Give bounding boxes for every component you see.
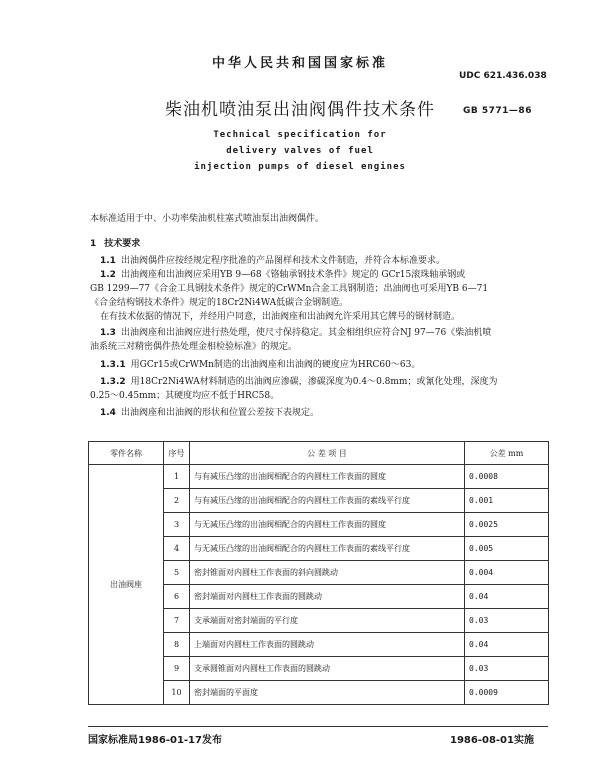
row-number: 3: [164, 513, 190, 537]
row-number: 2: [164, 489, 190, 513]
clause-text: 出油阀偶件应按经规定程序批准的产品图样和技术文件制造，并符合本标准要求。: [120, 256, 445, 266]
clause-text: 油系统三对精密偶件热处理金相检验标准》的规定。: [90, 342, 298, 352]
clause-number: 1.3.1: [100, 360, 126, 370]
english-title-line: injection pumps of diesel engines: [194, 162, 406, 172]
row-tolerance: 0.004: [465, 561, 549, 585]
english-title-line: Technical specification for: [213, 130, 387, 140]
header-tolerance: 公差 mm: [465, 442, 549, 465]
header-number: 序号: [164, 442, 190, 465]
issue-date: 国家标准局1986-01-17发布: [88, 735, 222, 746]
clause-text: GB 1299—77《合金工具钢技术条件》规定的CrWMn合金工具钢制造；出油阀也可采用YB 6—71: [90, 284, 489, 294]
clause-text: 出油阀座和出油阀应采用YB 9—68《铬轴承钢技术条件》规定的 GCr15滚珠轴承钢或: [120, 270, 466, 280]
gb-number: GB 5771—86: [463, 106, 532, 116]
row-number: 5: [164, 561, 190, 585]
english-title: [0, 127, 600, 175]
row-item: 与无减压凸缘的出油阀相配合的内圆柱工作表面的素线平行度: [190, 537, 465, 561]
table-header-row: [89, 442, 549, 465]
row-item: 支承端面对密封端面的平行度: [190, 609, 465, 633]
row-number: 9: [164, 657, 190, 681]
part-name-cell: 出油阀座: [89, 465, 164, 705]
clause-number: 1.3: [100, 328, 116, 338]
english-title-line: delivery valves of fuel: [226, 146, 374, 156]
header-part-name: 零件名称: [89, 442, 164, 465]
row-tolerance: 0.04: [465, 633, 549, 657]
section-heading: [90, 236, 140, 249]
row-item: 与有减压凸缘的出油阀相配合的内圆柱工作表面的素线平行度: [190, 489, 465, 513]
row-item: 密封端面对内圆柱工作表面的圆跳动: [190, 585, 465, 609]
row-tolerance: 0.03: [465, 609, 549, 633]
row-item: 密封锥面对内圆柱工作表面的斜向圆跳动: [190, 561, 465, 585]
clause-1-3: [90, 326, 550, 354]
clause-1-2: [90, 268, 550, 324]
clause-text: 用18Cr2Ni4WA材料制造的出油阀应渗碳，渗碳深度为0.4～0.8mm；或氰化处理，深度为: [130, 377, 498, 387]
clause-number: 1.3.2: [100, 377, 126, 387]
clause-text: 出油阀座和出油阀应进行热处理，使尺寸保持稳定。其金相组织应符合NJ 97—76《柴油机喷: [120, 328, 492, 338]
row-number: 4: [164, 537, 190, 561]
tolerance-table: [88, 441, 549, 705]
clause-number: 1.2: [100, 270, 116, 280]
row-number: 10: [164, 681, 190, 705]
footer-divider: [88, 726, 548, 727]
effective-date: 1986-08-01实施: [450, 735, 534, 746]
row-item: 密封端面的平面度: [190, 681, 465, 705]
clause-text: 在有技术依据的情况下，并经用户同意，出油阀座和出油阀允许采用其它牌号的钢材制造。: [100, 312, 461, 322]
row-item: 上端面对内圆柱工作表面的圆跳动: [190, 633, 465, 657]
table-row: [89, 465, 549, 489]
scope-paragraph: 本标准适用于中、小功率柴油机柱塞式喷油泵出油阀偶件。: [90, 214, 325, 224]
header-item: 公 差 项 目: [190, 442, 465, 465]
clause-1-3-2: [90, 375, 550, 403]
row-item: 与无减压凸缘的出油阀相配合的内圆柱工作表面的圆度: [190, 513, 465, 537]
clause-1-4: [90, 406, 550, 420]
clause-text: 《合金结构钢技术条件》规定的18Cr2Ni4WA低碳合金钢制造。: [90, 298, 349, 308]
row-number: 6: [164, 585, 190, 609]
row-number: 1: [164, 465, 190, 489]
row-tolerance: 0.0008: [465, 465, 549, 489]
clause-number: 1.4: [100, 408, 116, 418]
clause-1-1: [90, 254, 550, 268]
clause-text: 0.25～0.45mm；其硬度均应不低于HRC58。: [90, 391, 280, 401]
row-number: 7: [164, 609, 190, 633]
section-number: 1: [90, 239, 97, 249]
row-tolerance: 0.0025: [465, 513, 549, 537]
row-tolerance: 0.03: [465, 657, 549, 681]
clause-text: 出油阀座和出油阀的形状和位置公差按下表规定。: [120, 408, 319, 418]
row-item: 与有减压凸缘的出油阀相配合的内圆柱工作表面的圆度: [190, 465, 465, 489]
udc-code: UDC 621.436.038: [459, 71, 547, 81]
row-tolerance: 0.005: [465, 537, 549, 561]
row-tolerance: 0.001: [465, 489, 549, 513]
row-number: 8: [164, 633, 190, 657]
section-title: 技术要求: [104, 239, 141, 249]
clause-text: 用GCr15或CrWMn制造的出油阀座和出油阀的硬度应为HRC60～63。: [130, 360, 421, 370]
row-tolerance: 0.0009: [465, 681, 549, 705]
standard-header: 中华人民共和国国家标准: [211, 56, 388, 71]
row-item: 支承圆锥面对内圆柱工作表面的圆跳动: [190, 657, 465, 681]
document-title: 柴油机喷油泵出油阀偶件技术条件: [165, 100, 435, 120]
row-tolerance: 0.04: [465, 585, 549, 609]
clause-number: 1.1: [100, 256, 116, 266]
clause-1-3-1: [90, 358, 550, 372]
